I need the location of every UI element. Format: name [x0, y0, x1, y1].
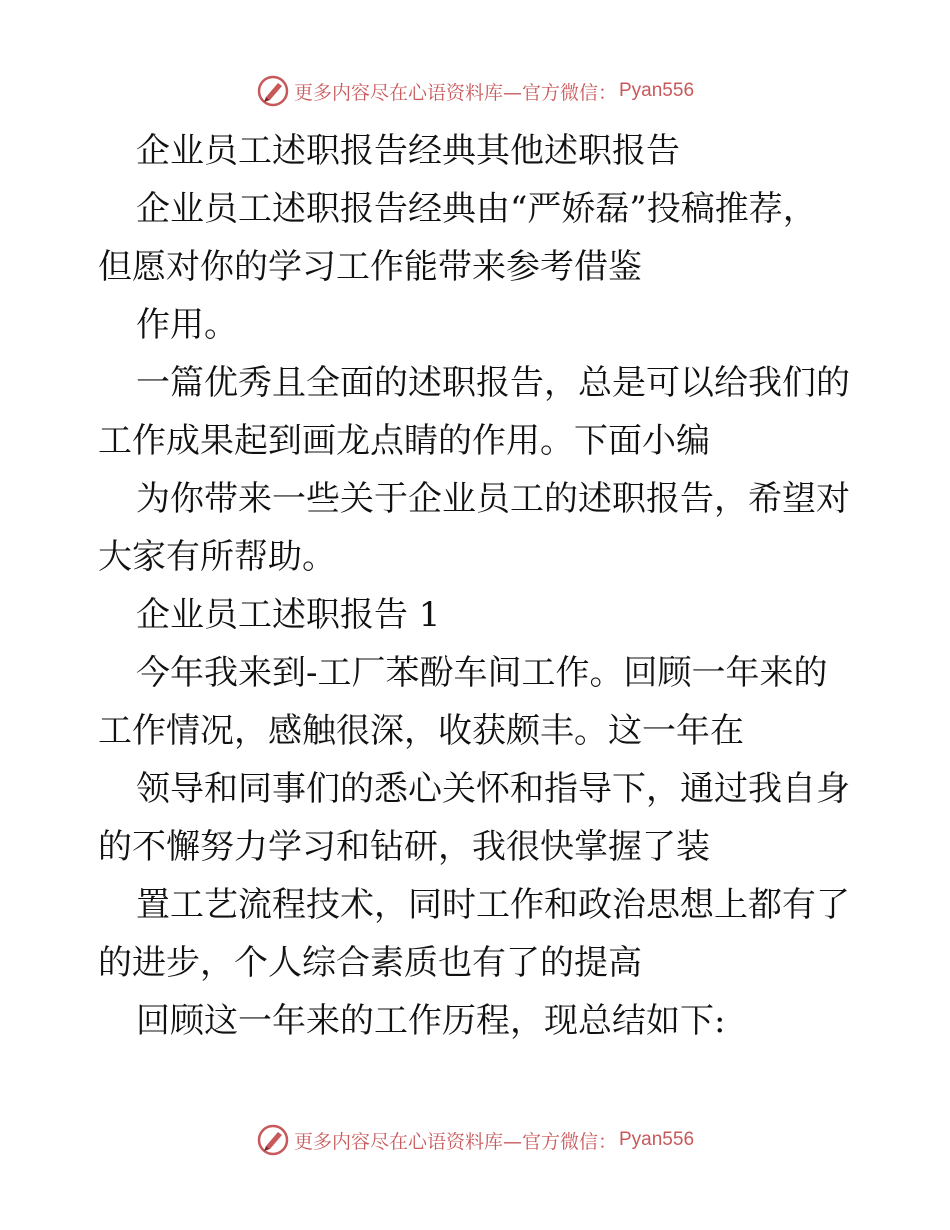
text-line: 企业员工述职报告经典由“严娇磊”投稿推荐，	[136, 189, 817, 229]
text-line: 为你带来一些关于企业员工的述职报告，希望对	[136, 479, 850, 519]
watermark-text: 更多内容尽在心语资料库—官方微信：	[293, 1130, 617, 1153]
text-line: 置工艺流程技术，同时工作和政治思想上都有了	[136, 885, 850, 925]
text-line: 今年我来到-工厂苯酚车间工作。回顾一年来的	[136, 653, 828, 693]
section-heading: 企业员工述职报告 1	[136, 595, 441, 635]
pen-logo-icon	[256, 74, 290, 108]
text-line: 一篇优秀且全面的述职报告，总是可以给我们的	[136, 363, 850, 403]
text-line: 的进步，个人综合素质也有了的提高	[98, 943, 642, 983]
text-line: 回顾这一年来的工作历程，现总结如下:	[136, 1001, 726, 1041]
header-watermark	[0, 71, 950, 111]
text-line: 工作成果起到画龙点睛的作用。下面小编	[98, 421, 710, 461]
text-line: 大家有所帮助。	[98, 537, 336, 577]
text-line: 的不懈努力学习和钻研，我很快掌握了装	[98, 827, 710, 867]
footer-watermark	[0, 1120, 950, 1160]
watermark-text: 更多内容尽在心语资料库—官方微信：	[293, 81, 617, 104]
watermark-wechat-id: Pyan556	[619, 1129, 695, 1150]
text-line: 工作情况，感触很深，收获颇丰。这一年在	[98, 711, 744, 751]
watermark-wechat-id: Pyan556	[619, 80, 695, 101]
text-line: 作用。	[136, 305, 238, 345]
pen-logo-icon	[256, 1123, 290, 1157]
text-line: 但愿对你的学习工作能带来参考借鉴	[98, 247, 642, 287]
text-line: 领导和同事们的悉心关怀和指导下，通过我自身	[136, 769, 850, 809]
text-line: 企业员工述职报告经典其他述职报告	[136, 131, 680, 171]
document-body	[98, 122, 858, 1050]
